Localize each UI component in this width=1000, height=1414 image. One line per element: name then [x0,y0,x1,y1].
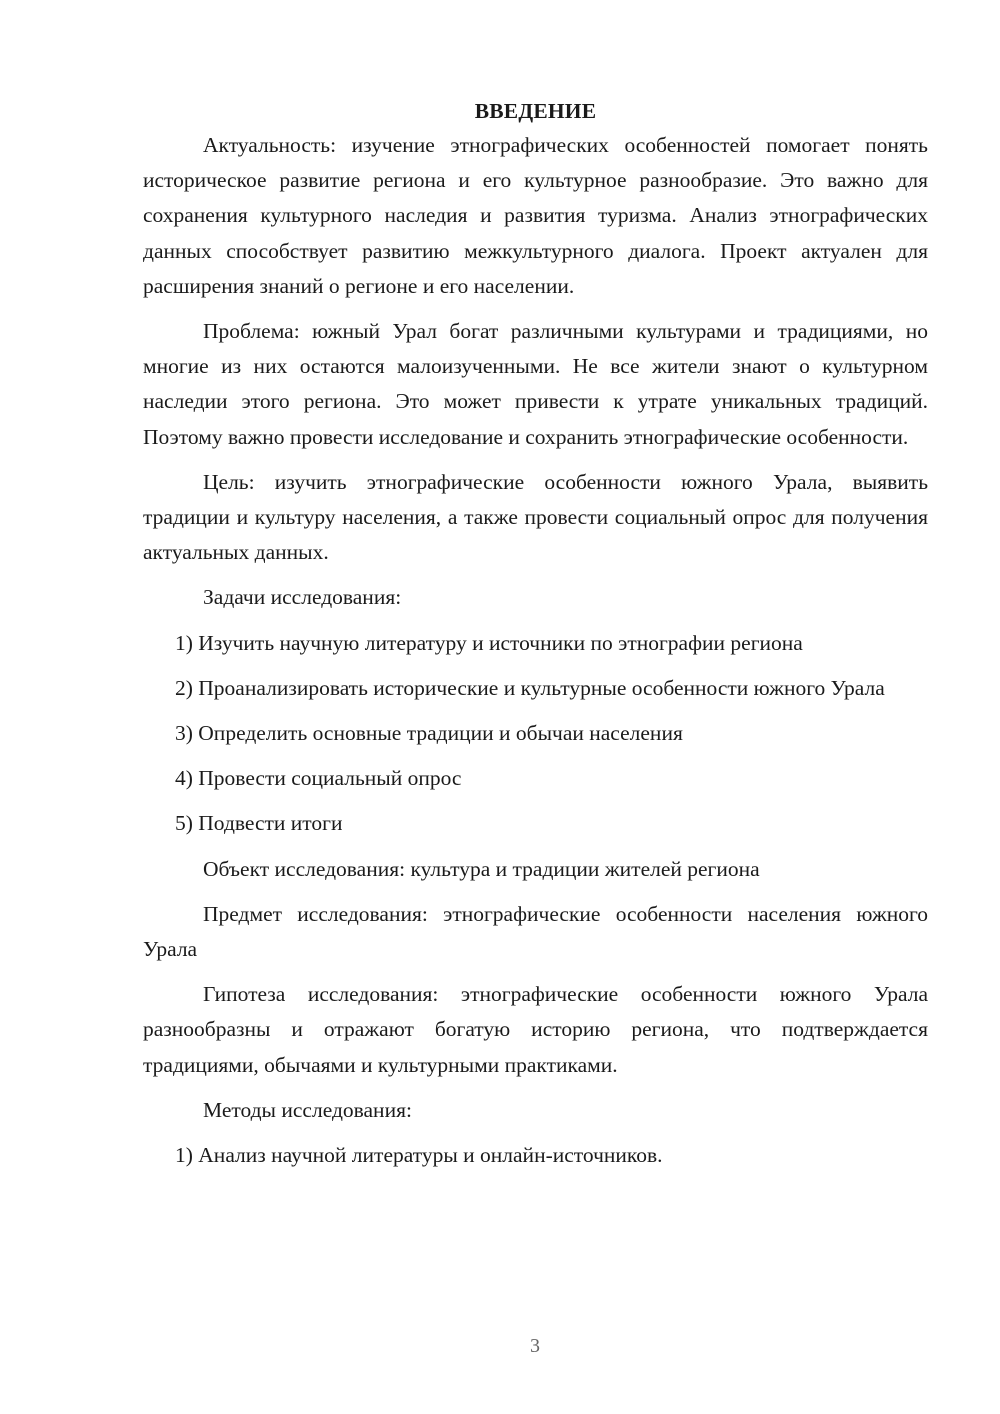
task-item-5: 5) Подвести итоги [175,811,343,836]
task-item-2: 2) Проанализировать исторические и культурные особенности южного Урала [175,675,885,700]
methods-title: Методы исследования: [203,1097,412,1122]
tasks-title: Задачи исследования: [203,585,402,610]
hypothesis-paragraph: Гипотеза исследования: этнографические особенности южного Урала разнообразны и отражают богатую историю региона, что подтверждается традициями, обычаями и культурными практиками. [143,982,928,1077]
section-heading: ВВЕДЕНИЕ [474,99,597,123]
task-item-1: 1) Изучить научную литературу и источники по этнографии региона [175,630,803,655]
page-number: 3 [530,1335,540,1357]
object-paragraph: Объект исследования: культура и традиции жителей региона [203,856,760,881]
subject-paragraph: Предмет исследования: этнографические особенности населения южного Урала [143,901,928,962]
task-item-4: 4) Провести социальный опрос [175,766,462,791]
page-content [143,94,928,1173]
goal-paragraph: Цель: изучить этнографические особенности южного Урала, выявить традиции и культуру населения, а также провести социальный опрос для получения актуальных данных. [143,469,928,565]
task-item-3: 3) Определить основные традиции и обычаи населения [175,721,683,746]
method-item-1: 1) Анализ научной литературы и онлайн-источников. [175,1143,663,1168]
problem-paragraph: Проблема: южный Урал богат различными культурами и традициями, но многие из них остаются малоизученными. Не все жители знают о культурном наследии этого региона. Это может привести к утрате уникальных традиций. Поэтому важно провести исследование и сохранить этнографические особенности. [143,319,928,449]
relevance-paragraph: Актуальность: изучение этнографических особенностей помогает понять историческое развитие региона и его культурное разнообразие. Это важно для сохранения культурного наследия и развития туризма. Анализ этнографических данных способствует развитию межкультурного диалога. Проект актуален для расширения знаний о регионе и его населении. [143,133,928,298]
